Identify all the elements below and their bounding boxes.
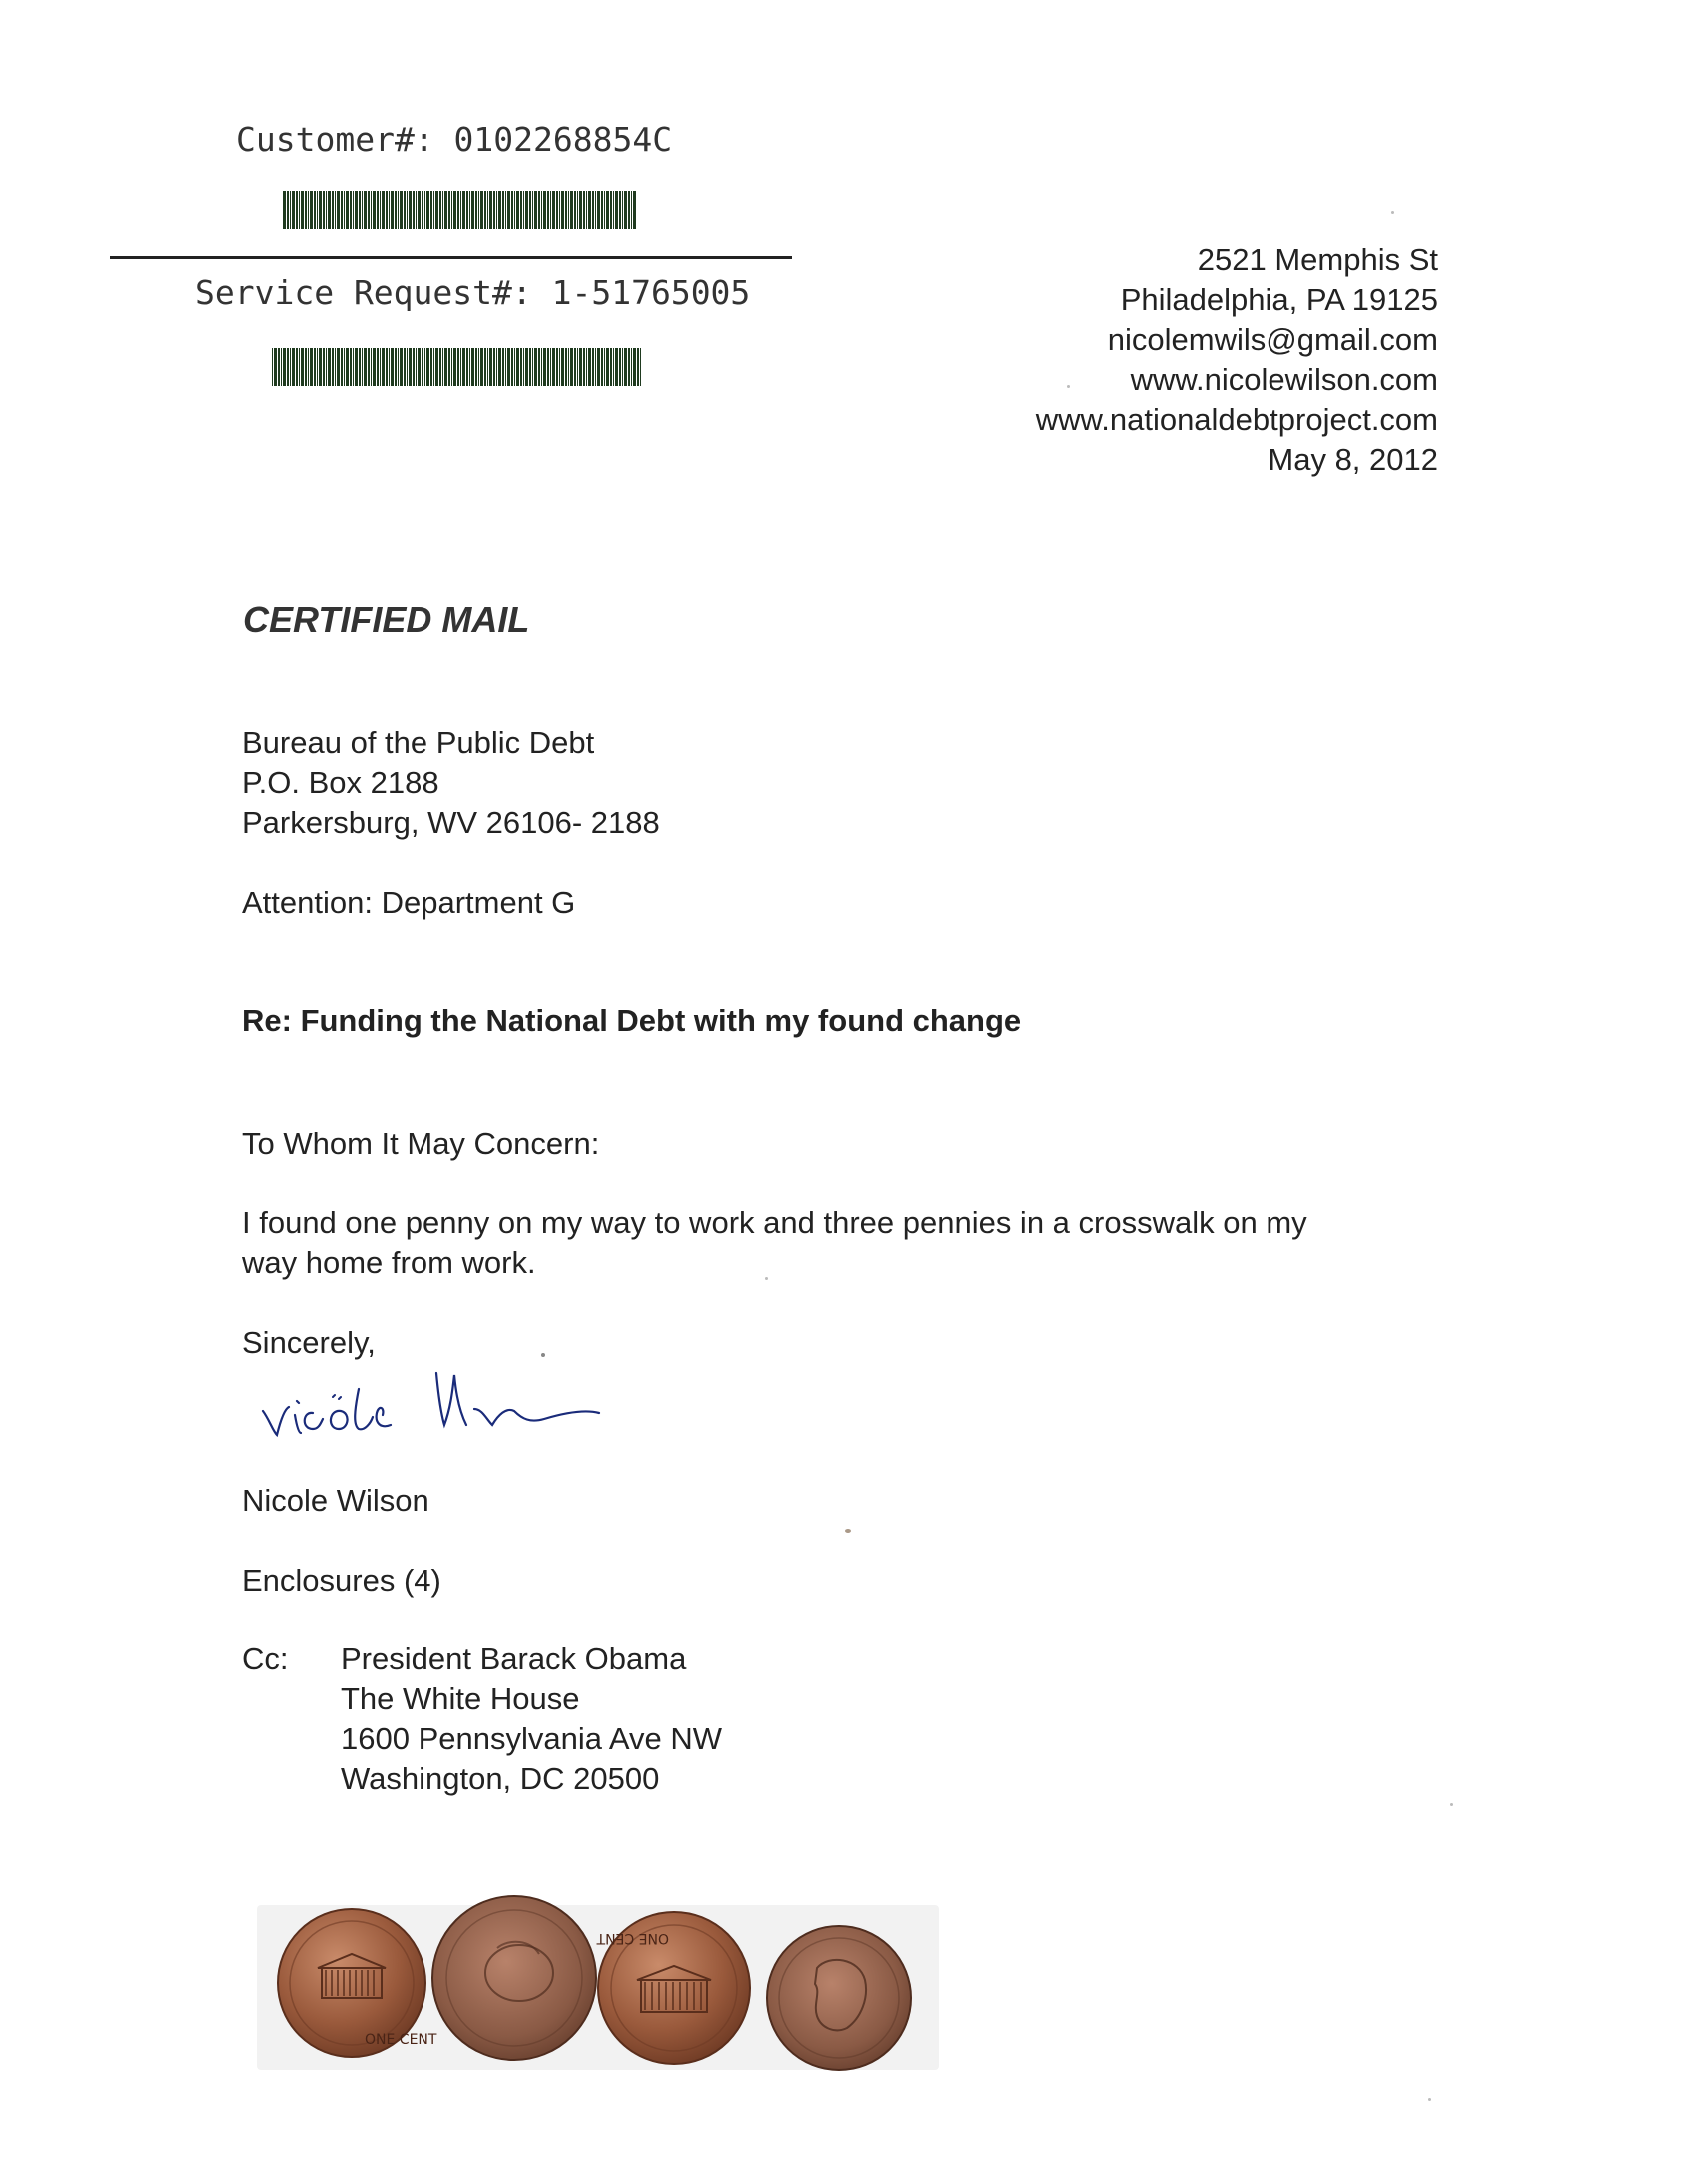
- barcode-bar: [308, 348, 309, 386]
- sender-email: nicolemwils@gmail.com: [1107, 322, 1438, 357]
- barcode-bar: [550, 191, 551, 229]
- barcode-bar: [283, 191, 286, 229]
- barcode-bar: [290, 348, 291, 386]
- barcode-bar: [637, 348, 639, 386]
- scan-speck: [1428, 2098, 1431, 2101]
- barcode-bar: [619, 191, 621, 229]
- barcode-bar: [344, 348, 345, 386]
- barcode-bar: [601, 348, 603, 386]
- barcode-bar: [462, 348, 465, 386]
- barcode-bar: [418, 348, 421, 386]
- barcode-bar: [395, 348, 397, 386]
- barcode-bar: [597, 191, 600, 229]
- barcode-bar: [466, 348, 468, 386]
- barcode-bar: [568, 191, 569, 229]
- barcode-bar: [398, 191, 399, 229]
- barcode-bar: [448, 191, 450, 229]
- barcode-bar: [532, 191, 533, 229]
- barcode-bar: [631, 191, 632, 229]
- barcode-bar: [577, 191, 578, 229]
- barcode-bar: [319, 348, 322, 386]
- barcode-bar: [565, 191, 567, 229]
- barcode-bar: [601, 191, 603, 229]
- barcode-bar: [570, 191, 573, 229]
- barcode-bar: [565, 348, 567, 386]
- barcode-bar: [386, 348, 388, 386]
- barcode-bar: [622, 191, 623, 229]
- barcode-bar: [633, 348, 636, 386]
- barcode-bar: [404, 191, 406, 229]
- barcode-bar: [574, 348, 576, 386]
- barcode-bar: [640, 348, 641, 386]
- barcode-bar: [332, 191, 334, 229]
- barcode-bar: [400, 348, 403, 386]
- barcode-bar: [628, 348, 630, 386]
- barcode-bar: [538, 348, 540, 386]
- barcode-bar: [471, 348, 474, 386]
- barcode-bar: [586, 191, 587, 229]
- barcode-bar: [442, 348, 443, 386]
- barcode-bar: [435, 191, 438, 229]
- barcode-bar: [469, 348, 470, 386]
- barcode-bar: [426, 191, 429, 229]
- barcode-bar: [451, 348, 452, 386]
- barcode-bar: [610, 348, 612, 386]
- barcode-bar: [355, 191, 358, 229]
- barcode-bar: [496, 191, 497, 229]
- barcode-bar: [299, 191, 300, 229]
- barcode-bar: [430, 348, 432, 386]
- barcode-bar: [283, 348, 286, 386]
- letter-date: May 8, 2012: [1268, 442, 1438, 477]
- barcode-bar: [561, 348, 564, 386]
- barcode-bar: [444, 348, 447, 386]
- barcode-bar: [346, 191, 349, 229]
- sender-address: [1036, 240, 1438, 480]
- barcode-bar: [615, 348, 618, 386]
- customer-barcode: [283, 191, 637, 229]
- barcode-bar: [290, 191, 291, 229]
- barcode-bar: [502, 191, 504, 229]
- barcode-bar: [395, 191, 397, 229]
- barcode-bar: [514, 348, 515, 386]
- recipient-line-3: Parkersburg, WV 26106- 2188: [242, 805, 660, 840]
- barcode-bar: [353, 348, 354, 386]
- barcode-bar: [507, 348, 510, 386]
- barcode-bar: [628, 191, 630, 229]
- barcode-bar: [532, 348, 533, 386]
- barcode-bar: [516, 348, 519, 386]
- barcode-bar: [520, 348, 522, 386]
- barcode-bar: [579, 348, 582, 386]
- barcode-bar: [604, 191, 605, 229]
- barcode-bar: [299, 348, 300, 386]
- barcode-bar: [610, 191, 612, 229]
- barcode-bar: [511, 348, 513, 386]
- barcode-bar: [538, 191, 540, 229]
- barcode-bar: [355, 348, 358, 386]
- scan-speck: [845, 1529, 851, 1533]
- barcode-bar: [364, 348, 367, 386]
- barcode-bar: [328, 191, 331, 229]
- barcode-bar: [586, 348, 587, 386]
- barcode-bar: [323, 191, 325, 229]
- sender-website-personal: www.nicolewilson.com: [1130, 362, 1438, 397]
- cc-line-2: The White House: [341, 1681, 580, 1716]
- barcode-bar: [319, 191, 322, 229]
- barcode-bar: [550, 348, 551, 386]
- barcode-bar: [413, 348, 415, 386]
- barcode-bar: [281, 348, 282, 386]
- barcode-bar: [529, 191, 531, 229]
- barcode-bar: [448, 348, 450, 386]
- closing: Sincerely,: [242, 1325, 376, 1360]
- service-request-barcode: [272, 348, 641, 386]
- certified-mail-heading: CERTIFIED MAIL: [243, 599, 530, 640]
- recipient-line-2: P.O. Box 2188: [242, 765, 439, 800]
- barcode-bar: [516, 191, 519, 229]
- barcode-bar: [556, 348, 558, 386]
- barcode-bar: [362, 348, 363, 386]
- barcode-bar: [633, 191, 636, 229]
- cc-line-1: President Barack Obama: [341, 1641, 687, 1676]
- barcode-bar: [310, 348, 313, 386]
- barcode-bar: [487, 191, 488, 229]
- barcode-bar: [543, 348, 546, 386]
- body-line-2: way home from work.: [242, 1245, 536, 1280]
- barcode-bar: [460, 191, 461, 229]
- barcode-bar: [326, 348, 327, 386]
- penny-3: [596, 1912, 750, 2064]
- barcode-bar: [344, 191, 345, 229]
- barcode-bar: [335, 191, 336, 229]
- barcode-bar: [525, 348, 528, 386]
- barcode-bar: [364, 191, 367, 229]
- barcode-bar: [523, 191, 524, 229]
- cc-address: [341, 1639, 722, 1799]
- cc-line-4: Washington, DC 20500: [341, 1761, 660, 1796]
- enclosed-pennies: [270, 1888, 929, 2098]
- barcode-bar: [346, 348, 349, 386]
- barcode-bar: [529, 348, 531, 386]
- scan-speck: [541, 1353, 545, 1357]
- barcode-bar: [613, 191, 614, 229]
- barcode-bar: [534, 191, 537, 229]
- barcode-bar: [505, 191, 506, 229]
- barcode-bar: [507, 191, 510, 229]
- cc-line-3: 1600 Pennsylvania Ave NW: [341, 1721, 722, 1756]
- barcode-bar: [588, 348, 591, 386]
- barcode-bar: [416, 191, 417, 229]
- penny-1: [278, 1909, 437, 2057]
- barcode-bar: [462, 191, 465, 229]
- barcode-bar: [453, 348, 456, 386]
- barcode-bar: [416, 348, 417, 386]
- barcode-bar: [597, 348, 600, 386]
- barcode-bar: [583, 348, 585, 386]
- penny-3-text: ONE CENT: [596, 1930, 669, 1946]
- barcode-bar: [541, 191, 542, 229]
- barcode-bar: [337, 191, 340, 229]
- scan-speck: [1450, 1803, 1453, 1806]
- letter-body: [242, 1203, 1307, 1283]
- barcode-bar: [475, 191, 477, 229]
- barcode-bar: [359, 348, 361, 386]
- scan-speck: [1067, 385, 1070, 388]
- barcode-bar: [570, 348, 573, 386]
- penny-1-text: ONE CENT: [365, 2032, 437, 2048]
- penny-2: [432, 1896, 596, 2060]
- barcode-bar: [624, 191, 627, 229]
- barcode-bar: [502, 348, 504, 386]
- scan-speck: [765, 1277, 768, 1280]
- barcode-bar: [457, 191, 459, 229]
- barcode-bar: [317, 191, 318, 229]
- barcode-bar: [296, 348, 298, 386]
- barcode-bar: [301, 191, 304, 229]
- barcode-bar: [552, 348, 555, 386]
- barcode-bar: [424, 348, 425, 386]
- barcode-bar: [314, 191, 316, 229]
- barcode-bar: [559, 191, 560, 229]
- barcode-bar: [460, 348, 461, 386]
- barcode-bar: [407, 348, 408, 386]
- barcode-bar: [439, 191, 441, 229]
- barcode-bar: [534, 348, 537, 386]
- handwritten-signature: [255, 1349, 674, 1449]
- divider-rule: [110, 256, 792, 259]
- barcode-bar: [407, 191, 408, 229]
- barcode-bar: [466, 191, 468, 229]
- barcode-bar: [287, 348, 289, 386]
- barcode-bar: [493, 191, 495, 229]
- barcode-bar: [480, 348, 483, 386]
- barcode-bar: [525, 191, 528, 229]
- barcode-bar: [404, 348, 406, 386]
- barcode-bar: [362, 191, 363, 229]
- barcode-bar: [574, 191, 576, 229]
- barcode-bar: [493, 348, 495, 386]
- barcode-bar: [547, 191, 549, 229]
- sender-website-project: www.nationaldebtproject.com: [1035, 402, 1438, 437]
- barcode-bar: [424, 191, 425, 229]
- barcode-bar: [592, 348, 594, 386]
- barcode-bar: [287, 191, 289, 229]
- barcode-bar: [475, 348, 477, 386]
- barcode-bar: [577, 348, 578, 386]
- signer-name: Nicole Wilson: [242, 1483, 429, 1518]
- barcode-bar: [511, 191, 513, 229]
- barcode-bar: [382, 191, 385, 229]
- barcode-bar: [439, 348, 441, 386]
- barcode-bar: [480, 191, 483, 229]
- barcode-bar: [478, 348, 479, 386]
- barcode-bar: [391, 191, 394, 229]
- recipient-line-1: Bureau of the Public Debt: [242, 725, 595, 760]
- barcode-bar: [631, 348, 632, 386]
- barcode-bar: [430, 191, 432, 229]
- barcode-bar: [552, 191, 555, 229]
- barcode-bar: [278, 348, 280, 386]
- barcode-bar: [547, 348, 549, 386]
- barcode-bar: [471, 191, 474, 229]
- barcode-bar: [409, 348, 412, 386]
- recipient-address: [242, 723, 660, 843]
- cc-label: Cc:: [242, 1641, 289, 1676]
- barcode-bar: [323, 348, 325, 386]
- barcode-bar: [373, 191, 376, 229]
- barcode-bar: [426, 348, 429, 386]
- barcode-bar: [613, 348, 614, 386]
- barcode-bar: [389, 191, 390, 229]
- barcode-bar: [337, 348, 340, 386]
- barcode-bar: [514, 191, 515, 229]
- barcode-bar: [606, 348, 609, 386]
- barcode-bar: [583, 191, 585, 229]
- barcode-bar: [606, 191, 609, 229]
- barcode-bar: [496, 348, 497, 386]
- barcode-bar: [359, 191, 361, 229]
- barcode-bar: [624, 348, 627, 386]
- barcode-bar: [541, 348, 542, 386]
- barcode-bar: [588, 191, 591, 229]
- barcode-bar: [308, 191, 309, 229]
- barcode-bar: [292, 191, 295, 229]
- customer-number: Customer#: 0102268854C: [236, 120, 673, 159]
- barcode-bar: [377, 348, 379, 386]
- barcode-bar: [556, 191, 558, 229]
- barcode-bar: [353, 191, 354, 229]
- barcode-bar: [433, 348, 434, 386]
- barcode-bar: [523, 348, 524, 386]
- barcode-bar: [386, 191, 388, 229]
- barcode-bar: [328, 348, 331, 386]
- barcode-bar: [305, 191, 307, 229]
- barcode-bar: [292, 348, 295, 386]
- barcode-bar: [595, 191, 596, 229]
- barcode-bar: [622, 348, 623, 386]
- barcode-bar: [561, 191, 564, 229]
- barcode-bar: [595, 348, 596, 386]
- barcode-bar: [317, 348, 318, 386]
- barcode-bar: [422, 191, 424, 229]
- barcode-bar: [274, 348, 277, 386]
- barcode-bar: [377, 191, 379, 229]
- barcode-bar: [389, 348, 390, 386]
- barcode-bar: [400, 191, 403, 229]
- barcode-bar: [350, 191, 352, 229]
- barcode-bar: [615, 191, 618, 229]
- barcode-bar: [469, 191, 470, 229]
- barcode-bar: [409, 191, 412, 229]
- barcode-bar: [314, 348, 316, 386]
- barcode-bar: [398, 348, 399, 386]
- barcode-bar: [543, 191, 546, 229]
- barcode-bar: [579, 191, 582, 229]
- barcode-bar: [380, 191, 381, 229]
- barcode-bar: [296, 191, 298, 229]
- barcode-bar: [341, 191, 343, 229]
- barcode-bar: [305, 348, 307, 386]
- barcode-bar: [368, 348, 370, 386]
- barcode-bar: [457, 348, 459, 386]
- barcode-bar: [505, 348, 506, 386]
- barcode-bar: [604, 348, 605, 386]
- barcode-bar: [382, 348, 385, 386]
- barcode-bar: [442, 191, 443, 229]
- barcode-bar: [435, 348, 438, 386]
- barcode-bar: [350, 348, 352, 386]
- sender-street: 2521 Memphis St: [1197, 242, 1438, 277]
- barcode-bar: [592, 191, 594, 229]
- barcode-bar: [326, 191, 327, 229]
- barcode-bar: [373, 348, 376, 386]
- barcode-bar: [498, 348, 501, 386]
- barcode-bar: [484, 348, 486, 386]
- barcode-bar: [478, 191, 479, 229]
- sender-city: Philadelphia, PA 19125: [1120, 282, 1438, 317]
- scan-speck: [1391, 211, 1394, 214]
- salutation: To Whom It May Concern:: [242, 1126, 600, 1161]
- barcode-bar: [301, 348, 304, 386]
- barcode-bar: [619, 348, 621, 386]
- barcode-bar: [272, 348, 273, 386]
- barcode-bar: [380, 348, 381, 386]
- barcode-bar: [489, 191, 492, 229]
- barcode-bar: [568, 348, 569, 386]
- penny-4: [767, 1926, 911, 2070]
- barcode-bar: [418, 191, 421, 229]
- barcode-bar: [559, 348, 560, 386]
- subject-line: Re: Funding the National Debt with my found change: [242, 1003, 1022, 1038]
- barcode-bar: [498, 191, 501, 229]
- barcode-bar: [310, 191, 313, 229]
- barcode-bar: [371, 348, 372, 386]
- barcode-bar: [520, 191, 522, 229]
- barcode-bar: [371, 191, 372, 229]
- barcode-bar: [391, 348, 394, 386]
- barcode-bar: [487, 348, 488, 386]
- barcode-bar: [335, 348, 336, 386]
- barcode-bar: [368, 191, 370, 229]
- enclosures-line: Enclosures (4): [242, 1563, 441, 1598]
- barcode-bar: [444, 191, 447, 229]
- barcode-bar: [433, 191, 434, 229]
- service-request-number: Service Request#: 1-51765005: [195, 273, 751, 312]
- attention-line: Attention: Department G: [242, 885, 576, 920]
- barcode-bar: [489, 348, 492, 386]
- barcode-bar: [422, 348, 424, 386]
- barcode-bar: [484, 191, 486, 229]
- barcode-bar: [341, 348, 343, 386]
- barcode-bar: [332, 348, 334, 386]
- barcode-bar: [453, 191, 456, 229]
- barcode-bar: [451, 191, 452, 229]
- body-line-1: I found one penny on my way to work and three pennies in a crosswalk on my: [242, 1205, 1307, 1240]
- barcode-bar: [413, 191, 415, 229]
